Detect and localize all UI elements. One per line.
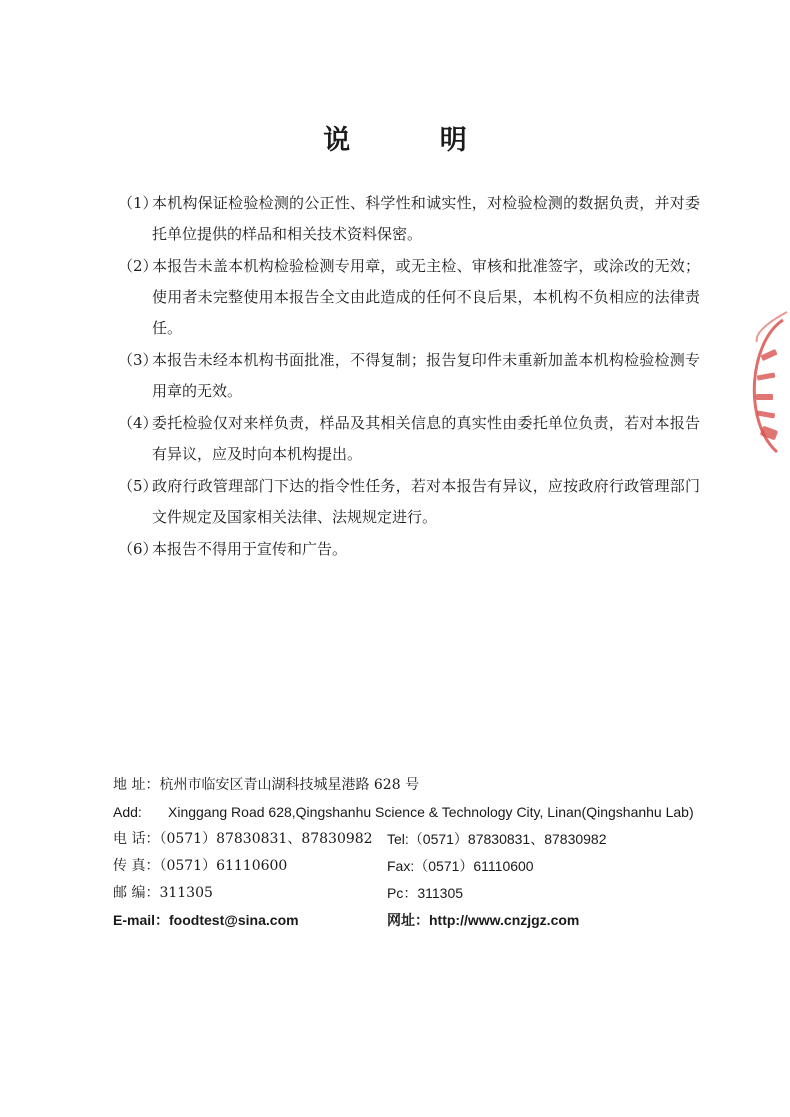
note-text: 本机构保证检验检测的公正性、科学性和诚实性，对检验检测的数据负责，并对委托单位提供的样品和相关技术资料保密。 [152,194,700,243]
note-text: 本报告不得用于宣传和广告。 [152,540,348,558]
note-item [118,251,700,344]
note-item [118,534,700,565]
note-number: （3） [118,351,158,369]
address-en: Xinggang Road 628,Qingshanhu Science & Technology City, Linan(Qingshanhu Lab) [168,804,694,820]
post-cn: 邮 编：311305 [113,885,213,901]
note-number: （1） [118,194,158,212]
address-cn: 地 址：杭州市临安区青山湖科技城星港路 628 号 [113,777,420,793]
email-web-row [113,907,733,934]
official-seal-stamp [735,302,790,472]
phone-row [113,826,733,853]
address-en-row [113,799,733,826]
note-item [118,188,700,250]
website-link[interactable]: 网址：http://www.cnzjgz.com [387,912,580,928]
email-link[interactable]: E-mail：foodtest@sina.com [113,912,299,928]
note-text: 本报告未盖本机构检验检测专用章，或无主检、审核和批准签字，或涂改的无效；使用者未完整使用本报告全文由此造成的任何不良后果，本机构不负相应的法律责任。 [152,257,700,337]
address-cn-row [113,772,733,799]
post-en: Pc：311305 [387,885,464,901]
note-item [118,345,700,407]
post-row [113,880,733,907]
note-number: （2） [118,257,158,275]
note-text: 委托检验仅对来样负责，样品及其相关信息的真实性由委托单位负责，若对本报告有异议，应及时向本机构提出。 [152,414,700,463]
contact-block [113,772,733,934]
note-item [118,408,700,470]
fax-en: Fax:（0571）61110600 [387,858,534,874]
fax-cn: 传 真：（0571）61110600 [113,858,288,874]
note-item [118,471,700,533]
phone-cn: 电 话：（0571）87830831、87830982 [113,831,373,847]
page-title: 说 明 [323,125,507,156]
notes-list [118,188,700,566]
address-en-label: Add: [113,804,142,820]
note-text: 政府行政管理部门下达的指令性任务，若对本报告有异议，应按政府行政管理部门文件规定及国家相关法律、法规规定进行。 [152,477,700,526]
note-number: （4） [118,414,158,432]
fax-row [113,853,733,880]
note-number: （5） [118,477,158,495]
phone-en: Tel:（0571）87830831、87830982 [387,831,607,847]
note-text: 本报告未经本机构书面批准，不得复制；报告复印件未重新加盖本机构检验检测专用章的无效。 [152,351,700,400]
note-number: （6） [118,540,158,558]
